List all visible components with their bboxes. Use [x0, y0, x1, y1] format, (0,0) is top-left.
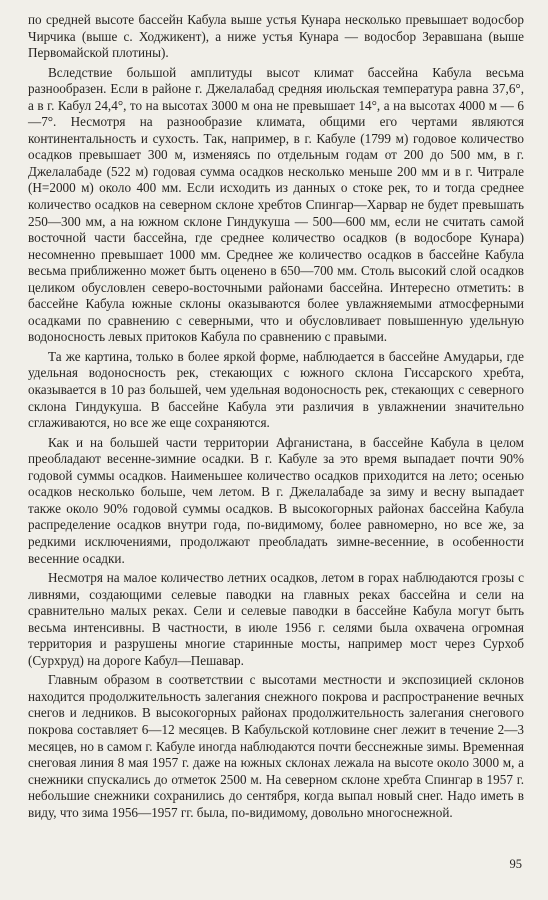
- page-body: [28, 12, 524, 824]
- paragraph-6: Главным образом в соответствии с высотами местности и экспозицией склонов находится продолжительность залегания снежного покрова и распространение вечных снегов и ледников. В высокогорных районах продолжительность залегания снегового покрова составляет 6—12 месяцев. В Кабульской котловине снег лежит в течение 2—3 месяцев, но в самом г. Кабуле иногда наблюдаются почти бесснежные зимы. Временная снеговая линия 8 мая 1957 г. даже на южных склонах лежала на высоте около 3000 м, а снежники спускались до отметок 2500 м. На северном склоне хребта Спингар в 1957 г. небольшие снежники сохранились до сентября, когда выпал новый снег. Надо иметь в виду, что зима 1956—1957 гг. была, по-видимому, довольно многоснежной.: [28, 672, 524, 820]
- paragraph-5: Несмотря на малое количество летних осадков, летом в горах наблюдаются грозы с ливнями, создающими селевые паводки на главных реках бассейна и сели на сравнительно малых реках. Сели и селевые паводки в бассейне Кабула могут быть весьма интенсивны. В частности, в июле 1956 г. селями была охвачена огромная территория и разрушены многие старинные мосты, например мост через Сурхоб (Сурхруд) на дороге Кабул—Пешавар.: [28, 570, 524, 668]
- paragraph-1: по средней высоте бассейн Кабула выше устья Кунара несколько превышает водосбор Чирчика (выше с. Ходжикент), а ниже устья Кунара — водосбор Зеравшана (выше Первомайской плотины).: [28, 12, 524, 61]
- paragraph-2: Вследствие большой амплитуды высот климат бассейна Кабула весьма разнообразен. Если в районе г. Джелалабад средняя июльская температура равна 37,6°, а в г. Кабул 24,4°, то на высотах 3000 м она не превышает 14°, а на высотах 4000 м — 6—7°. Несмотря на разнообразие климата, общими его чертами являются континентальность и сухость. Так, например, в г. Кабуле (1799 м) годовое количество осадков превышает 300 м, изменяясь по отдельным годам от 200 до 500 мм, в г. Джелалабаде (522 м) годовая сумма осадков несколько меньше 200 мм и в г. Читрале (H=2000 м) около 400 мм. Если исходить из данных о стоке рек, то и тогда среднее количество осадков на северном склоне хребтов Спингар—Харвар не будет превышать 250—300 мм, а на южном склоне Гиндукуша — 500—600 мм, если не считать самой восточной части бассейна, где среднее количество осадков (в водосборе Кунара) несомненно превышает 1000 мм. Среднее же количество осадков в бассейне Кабула весьма приближенно может быть оценено в 650—700 мм. Столь высокий слой осадков целиком обусловлен северо-восточными районами бассейна. Интересно отметить: в бассейне Кабула южные склоны оказываются более увлажняемыми атмосферными осадками по сравнению с северными, что и обусловливает повышенную удельную водоносность левых притоков Кабула по сравнению с правыми.: [28, 64, 524, 345]
- page-number: 95: [509, 857, 522, 871]
- paragraph-4: Как и на большей части территории Афганистана, в бассейне Кабула в целом преобладают весенне-зимние осадки. В г. Кабуле за это время выпадает почти 90% годовой суммы осадков. Наименьшее количество осадков приходится на лето; осенью осадков несколько больше, чем летом. В г. Джелалабаде за зиму и весну выпадает также около 90% годовой суммы осадков. В высокогорных районах бассейна Кабула распределение осадков внутри года, по-видимому, более равномерно, но все же, за редкими исключениями, продолжают преобладать зимне-весенние, в особенности весенние осадки.: [28, 434, 524, 566]
- paragraph-3: Та же картина, только в более яркой форме, наблюдается в бассейне Амударьи, где удельная водоносность рек, стекающих с южного склона Гиссарского хребта, оказывается в 10 раз большей, чем удельная водоносность рек, стекающих с северного склона Гиндукуша. В бассейне Кабула эти различия в увлажнении значительно сглаживаются, но все же еще сохраняются.: [28, 348, 524, 431]
